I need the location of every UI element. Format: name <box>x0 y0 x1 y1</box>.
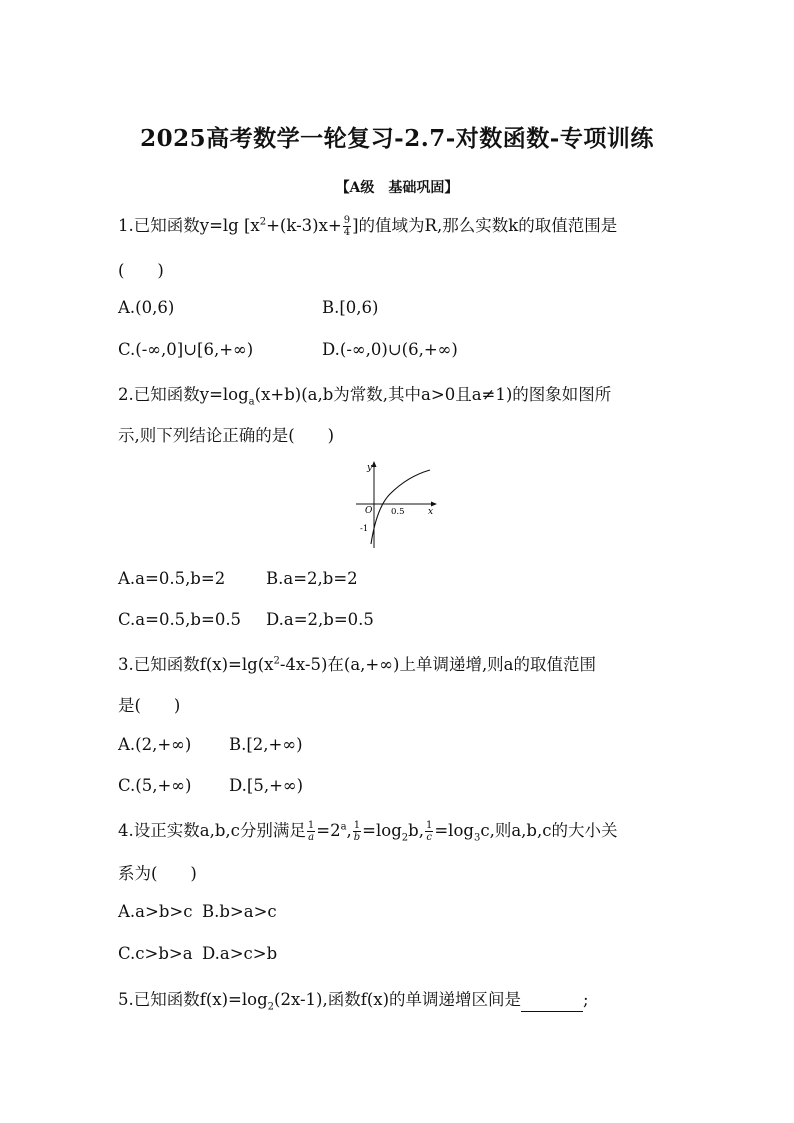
y-axis-label: y <box>367 463 373 473</box>
answer-blank[interactable] <box>521 995 583 1012</box>
question-1-option-d: D.(-∞,0)∪(6,+∞) <box>322 340 458 359</box>
question-3-option-c: C.(5,+∞) <box>118 776 192 795</box>
question-4-option-d: D.a>c>b <box>202 944 278 963</box>
question-2-option-c: C.a=0.5,b=0.5 <box>118 610 242 629</box>
question-3-stem-line2: 是( ) <box>118 696 181 715</box>
fraction: $\frac{1}{c}$ <box>425 820 433 843</box>
question-1-option-b: B.[0,6) <box>322 298 379 317</box>
question-1-option-a: A.(0,6) <box>118 298 175 317</box>
origin-label: O <box>365 506 373 516</box>
question-2-option-b: B.a=2,b=2 <box>266 569 358 588</box>
question-3-option-d: D.[5,+∞) <box>229 776 304 795</box>
question-3-option-b: B.[2,+∞) <box>229 735 303 754</box>
question-2-stem-line2: 示,则下列结论正确的是( ) <box>118 426 335 445</box>
fraction: $\frac{1}{b}$ <box>353 820 361 843</box>
y-tick-label: -1 <box>360 524 369 534</box>
x-axis-label: x <box>428 507 434 517</box>
x-tick-label: 0.5 <box>391 507 405 517</box>
document-title: 2025高考数学一轮复习-2.7-对数函数-专项训练 <box>140 125 654 152</box>
question-2-option-d: D.a=2,b=0.5 <box>266 610 374 629</box>
fraction: $\frac{9}{4}$ <box>343 215 351 238</box>
y-axis-arrow-icon <box>372 461 377 467</box>
question-2-option-a: A.a=0.5,b=2 <box>118 569 226 588</box>
question-2-stem: 2.已知函数$y=\log_a(x+b)(a,b$为常数,其中a>0且a≠1)的图象如图所 <box>118 385 612 408</box>
question-2-graph <box>352 458 442 550</box>
x-axis-arrow-icon <box>431 502 437 507</box>
question-4-stem: 4.设正实数a,b,c分别满足 $\frac{1}{a}$ $=2^a$, $\frac{1}{b}$ $=\log_2b$, $\frac{1}{c}$ $=\log_3c$,则a,b,c的大小关 <box>118 820 618 844</box>
question-1-paren: ( ) <box>118 261 164 280</box>
question-4-stem-line2: 系为( ) <box>118 864 197 883</box>
question-3-option-a: A.(2,+∞) <box>118 735 192 754</box>
question-4-option-b: B.b>a>c <box>202 902 277 921</box>
question-4-option-c: C.c>b>a <box>118 944 193 963</box>
question-3-stem: 3.已知函数$f(x)=\lg(x^2-4x-5)$在(a,+∞)上单调递增,则a的取值范围 <box>118 655 597 674</box>
question-5-stem: 5.已知函数$f(x)=\log_2(2x-1)$,函数f(x)的单调递增区间是 ; <box>118 990 589 1013</box>
fraction: $\frac{1}{a}$ <box>307 820 315 843</box>
question-4-option-a: A.a>b>c <box>118 902 193 921</box>
question-1-stem: 1.已知函数y=lg [$x^2+(k-3)x+$ $\frac{9}{4}$ ]的值域为R,那么实数k的取值范围是 <box>118 215 618 238</box>
section-label: 【A级 基础巩固】 <box>335 180 459 196</box>
question-1-option-c: C.(-∞,0]∪[6,+∞) <box>118 340 254 359</box>
